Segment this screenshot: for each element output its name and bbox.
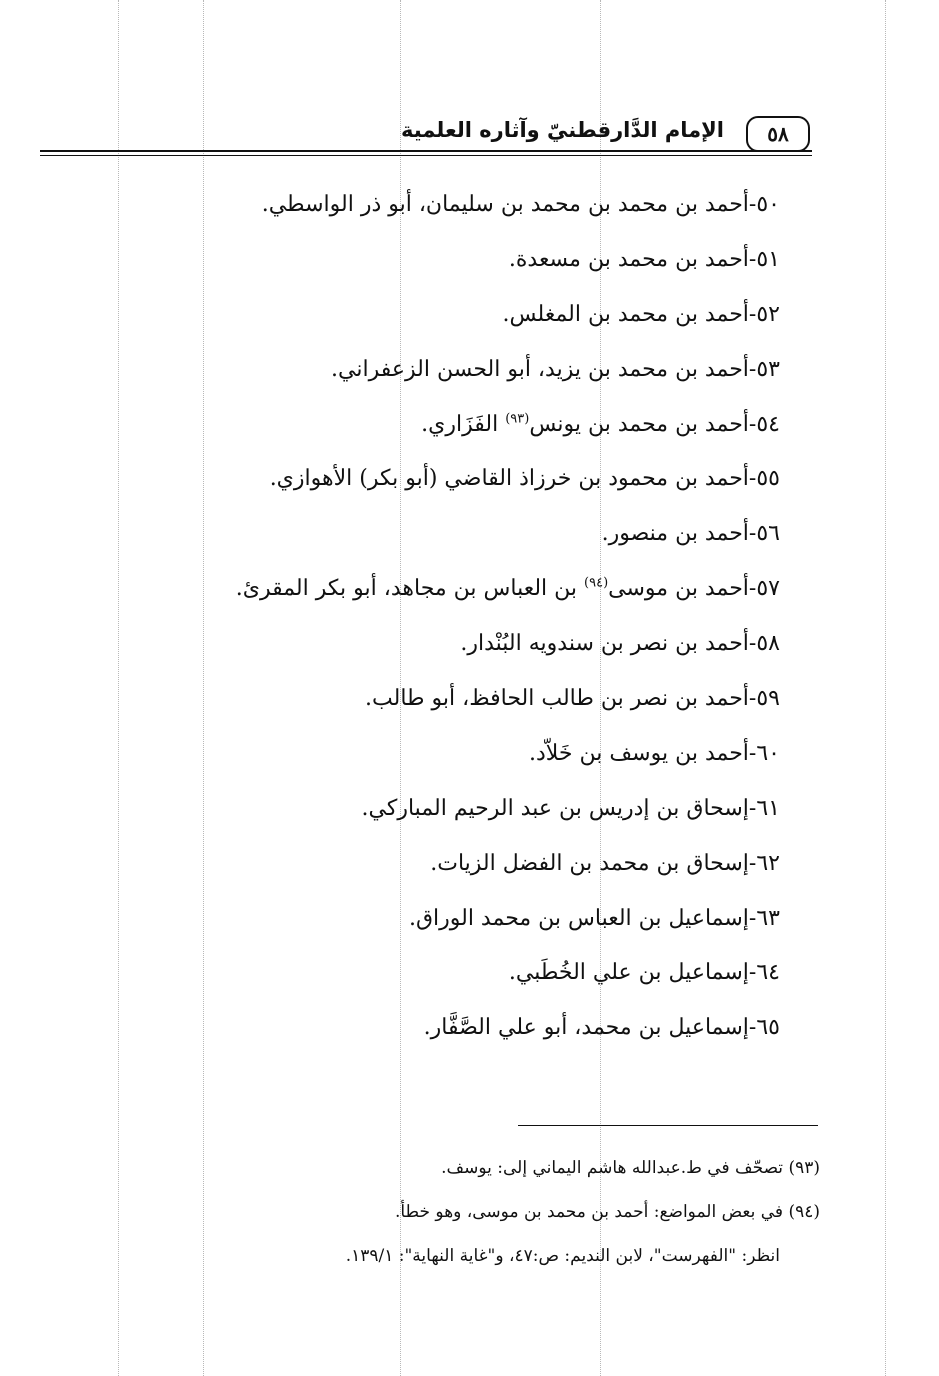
list-item: ٦٤-إسماعيل بن علي الخُطَبي. bbox=[508, 960, 780, 986]
item-number: ٥٧ bbox=[756, 576, 780, 602]
item-number: ٦١ bbox=[756, 795, 780, 821]
footnotes bbox=[140, 1146, 820, 1278]
list-item: ٥٥-أحمد بن محمود بن خرزاذ القاضي (أبو بكر) الأهوازي. bbox=[269, 466, 780, 492]
item-number: ٦٠ bbox=[756, 740, 780, 766]
item-number: ٦٣ bbox=[756, 905, 780, 931]
item-number: ٦٥ bbox=[756, 1015, 780, 1041]
list-item: ٦٣-إسماعيل بن العباس بن محمد الوراق. bbox=[408, 905, 780, 931]
item-text: أحمد بن محمد بن محمد بن سليمان، أبو ذر الواسطي. bbox=[261, 192, 749, 217]
item-number: ٦٤ bbox=[756, 960, 780, 986]
list-item: ٦٢-إسحاق بن محمد بن الفضل الزيات. bbox=[430, 850, 780, 876]
item-number: ٥١ bbox=[756, 246, 780, 272]
list-item: ٥٢-أحمد بن محمد بن المغلس. bbox=[502, 301, 780, 327]
footnote: (٩٤) في بعض المواضع: أحمد بن محمد بن موسى، وهو خطأ. bbox=[394, 1202, 820, 1222]
footnote-ref[interactable]: (٩٣) bbox=[505, 411, 530, 427]
item-number: ٥٣ bbox=[756, 356, 780, 382]
page-number-box bbox=[746, 116, 810, 152]
item-number: ٥٥ bbox=[756, 466, 780, 492]
narrator-list bbox=[120, 178, 780, 1056]
item-text: إسحاق بن إدريس بن عبد الرحيم المباركي. bbox=[361, 795, 749, 821]
item-number: ٥٤ bbox=[756, 411, 780, 437]
list-item: ٦١-إسحاق بن إدريس بن عبد الرحيم المباركي. bbox=[361, 795, 780, 821]
footnote-continuation: انظر: "الفهرست"، لابن النديم: ص:٤٧، و"غاية النهاية": ١٣٩/١. bbox=[345, 1246, 780, 1266]
item-text: أحمد بن محمود بن خرزاذ القاضي (أبو بكر) الأهوازي. bbox=[269, 466, 749, 492]
item-text: أحمد بن نصر بن سندويه البُنْدار. bbox=[460, 631, 749, 657]
list-item: ٥٩-أحمد بن نصر بن طالب الحافظ، أبو طالب. bbox=[365, 686, 780, 712]
item-text: إسماعيل بن العباس بن محمد الوراق. bbox=[408, 905, 749, 931]
list-item: ٥٠-أحمد بن محمد بن محمد بن سليمان، أبو ذر الواسطي. bbox=[261, 192, 780, 217]
item-number: ٦٢ bbox=[756, 850, 780, 876]
item-text: أحمد بن نصر بن طالب الحافظ، أبو طالب. bbox=[365, 686, 749, 712]
list-item: ٥٣-أحمد بن محمد بن يزيد، أبو الحسن الزعفراني. bbox=[331, 356, 780, 382]
running-title: الإمام الدَّارقطنيّ وآثاره العلمية bbox=[401, 118, 724, 142]
list-item: ٦٠-أحمد بن يوسف بن خَلاّد. bbox=[529, 740, 780, 766]
item-text: إسماعيل بن محمد، أبو علي الصَّفَّار. bbox=[423, 1015, 749, 1041]
item-text: أحمد بن محمد بن مسعدة. bbox=[508, 246, 749, 272]
list-item: ٦٥-إسماعيل بن محمد، أبو علي الصَّفَّار. bbox=[423, 1015, 780, 1041]
footnote-separator bbox=[518, 1125, 818, 1126]
scan-guide-line bbox=[885, 0, 886, 1376]
item-text-cont: الفَزَاري. bbox=[421, 411, 506, 437]
item-number: ٥٠ bbox=[756, 192, 780, 217]
item-text: أحمد بن محمد بن يونس bbox=[529, 411, 749, 437]
list-item: ٥٨-أحمد بن نصر بن سندويه البُنْدار. bbox=[460, 631, 780, 657]
item-text: أحمد بن موسى bbox=[608, 576, 749, 602]
item-number: ٥٩ bbox=[756, 686, 780, 712]
list-item: ٥١-أحمد بن محمد بن مسعدة. bbox=[508, 246, 780, 272]
item-text: أحمد بن محمد بن يزيد، أبو الحسن الزعفراني. bbox=[331, 356, 749, 382]
item-number: ٥٢ bbox=[756, 301, 780, 327]
footnote-ref[interactable]: (٩٤) bbox=[584, 575, 609, 591]
page-number: ٥٨ bbox=[767, 122, 789, 146]
header-rule bbox=[40, 150, 812, 152]
item-number: ٥٨ bbox=[756, 631, 780, 657]
header-rule-thin bbox=[40, 155, 812, 156]
list-item: ٥٦-أحمد بن منصور. bbox=[601, 521, 780, 547]
list-item: ٥٤-أحمد بن محمد بن يونس$^{(٩٣)}$ الفَزَاري. bbox=[421, 411, 780, 437]
scan-guide-line bbox=[118, 0, 119, 1376]
item-text: أحمد بن يوسف بن خَلاّد. bbox=[529, 740, 749, 766]
item-text: إسحاق بن محمد بن الفضل الزيات. bbox=[430, 850, 749, 876]
item-number: ٥٦ bbox=[756, 521, 780, 547]
list-item: ٥٧-أحمد بن موسى$^{(٩٤)}$ بن العباس بن مجاهد، أبو بكر المقرئ. bbox=[235, 575, 780, 602]
item-text: إسماعيل بن علي الخُطَبي. bbox=[508, 960, 749, 986]
item-text-cont: بن العباس بن مجاهد، أبو بكر المقرئ. bbox=[235, 576, 585, 602]
item-text: أحمد بن منصور. bbox=[601, 521, 749, 547]
item-text: أحمد بن محمد بن المغلس. bbox=[502, 301, 749, 327]
footnote: (٩٣) تصحّف في ط.عبدالله هاشم اليماني إلى: يوسف. bbox=[441, 1158, 820, 1178]
